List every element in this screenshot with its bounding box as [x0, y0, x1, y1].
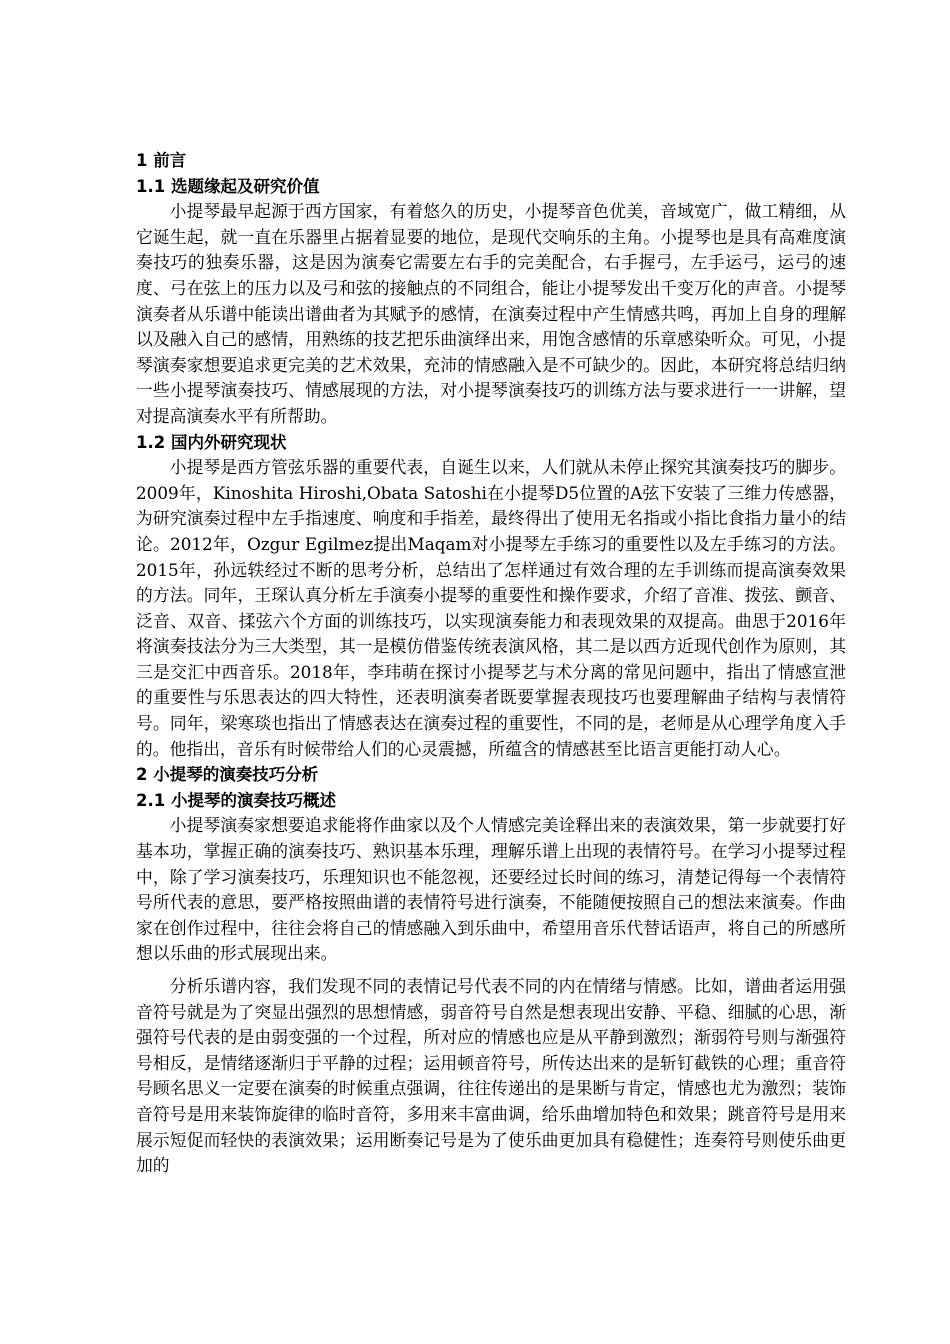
body-paragraph-3: 小提琴演奏家想要追求能将作曲家以及个人情感完美诠释出来的表演效果，第一步就要打好基本功，掌握正确的演奏技巧、熟识基本乐理，理解乐谱上出现的表情符号。在学习小提琴过程中，除了学习演奏技巧，乐理知识也不能忽视，还要经过长时间的练习，清楚记得每一个表情符号所代表的意思，要严格按照曲谱的表情符号进行演奏，不能随便按照自己的想法来演奏。作曲家在创作过程中，往往会将自己的情感融入到乐曲中，希望用音乐代替话语声，将自己的所感所想以乐曲的形式展现出来。 — [136, 815, 846, 964]
body-paragraph-2: 小提琴是西方管弦乐器的重要代表，自诞生以来，人们就从未停止探究其演奏技巧的脚步。2009年，Kinoshita Hiroshi,Obata Satoshi在小提琴D5位置的A弦下安装了三维力传感器，为研究演奏过程中左手指速度、响度和手指差，最终得出了使用无名指或小指比食指力量小的结论。2012年，Ozgur Egilmez提出Maqam对小提琴左手练习的重要性以及左手练习的方法。2015年，孙远轶经过不断的思考分析，总结出了怎样通过有效合理的左手训练而提高演奏效果的方法。同年，王琛认真分析左手演奏小提琴的重要性和操作要求，介绍了音准、拨弦、颤音、泛音、双音、揉弦六个方面的训练技巧，以实现演奏能力和表现效果的双提高。曲思于2016年将演奏技法分为三大类型，其一是模仿借鉴传统表演风格，其二是以西方近现代创作为原则，其三是交汇中西音乐。2018年，李玮萌在探讨小提琴艺与术分离的常见问题中，指出了情感宣泄的重要性与乐思表达的四大特性，还表明演奏者既要掌握表现技巧也要理解曲子结构与表情符号。同年，梁寒琰也指出了情感表达在演奏过程的重要性，不同的是，老师是从心理学角度入手的。他指出，音乐有时候带给人们的心灵震撼，所蕴含的情感甚至比语言更能打动人心。 — [136, 457, 846, 759]
section-heading-1-1: 1.1 选题缘起及研究价值 — [136, 176, 320, 196]
section-heading-2-1: 2.1 小提琴的演奏技巧概述 — [136, 790, 336, 810]
body-paragraph-1: 小提琴最早起源于西方国家，有着悠久的历史，小提琴音色优美，音域宽广，做工精细，从它诞生起，就一直在乐器里占据着显要的地位，是现代交响乐的主角。小提琴也是具有高难度演奏技巧的独奏乐器，这是因为演奏它需要左右手的完美配合，右手握弓，左手运弓，运弓的速度、弓在弦上的压力以及弓和弦的接触点的不同组合，能让小提琴发出千变万化的声音。小提琴演奏者从乐谱中能读出谱曲者为其赋予的感情，在演奏过程中产生情感共鸣，再加上自身的理解以及融入自己的感情，用熟练的技艺把乐曲演绎出来，用饱含感情的乐章感染听众。可见，小提琴演奏家想要追求更完美的艺术效果，充沛的情感融入是不可缺少的。因此，本研究将总结归纳一些小提琴演奏技巧、情感展现的方法，对小提琴演奏技巧的训练方法与要求进行一一讲解，望对提高演奏水平有所帮助。 — [136, 201, 846, 426]
section-heading-1: 1 前言 — [136, 151, 187, 170]
body-paragraph-4: 分析乐谱内容，我们发现不同的表情记号代表不同的内在情绪与情感。比如，谱曲者运用强音符号就是为了突显出强烈的思想情感，弱音符号自然是想表现出安静、平稳、细腻的心思，渐强符号代表的是由弱变强的一个过程，所对应的情感也应是从平静到激烈；渐弱符号则与渐强符号相反，是情绪逐渐归于平静的过程；运用顿音符号，所传达出来的是斩钉截铁的心理；重音符号顾名思义一定要在演奏的时候重点强调，往往传递出的是果断与肯定，情感也尤为激烈；装饰音符号是用来装饰旋律的临时音符，多用来丰富曲调，给乐曲增加特色和效果；跳音符号是用来展示短促而轻快的表演效果；运用断奏记号是为了使乐曲更加具有稳健性；连奏符号则使乐曲更加的 — [136, 976, 846, 1176]
section-heading-1-2: 1.2 国内外研究现状 — [136, 432, 287, 452]
section-heading-2: 2 小提琴的演奏技巧分析 — [136, 765, 319, 785]
